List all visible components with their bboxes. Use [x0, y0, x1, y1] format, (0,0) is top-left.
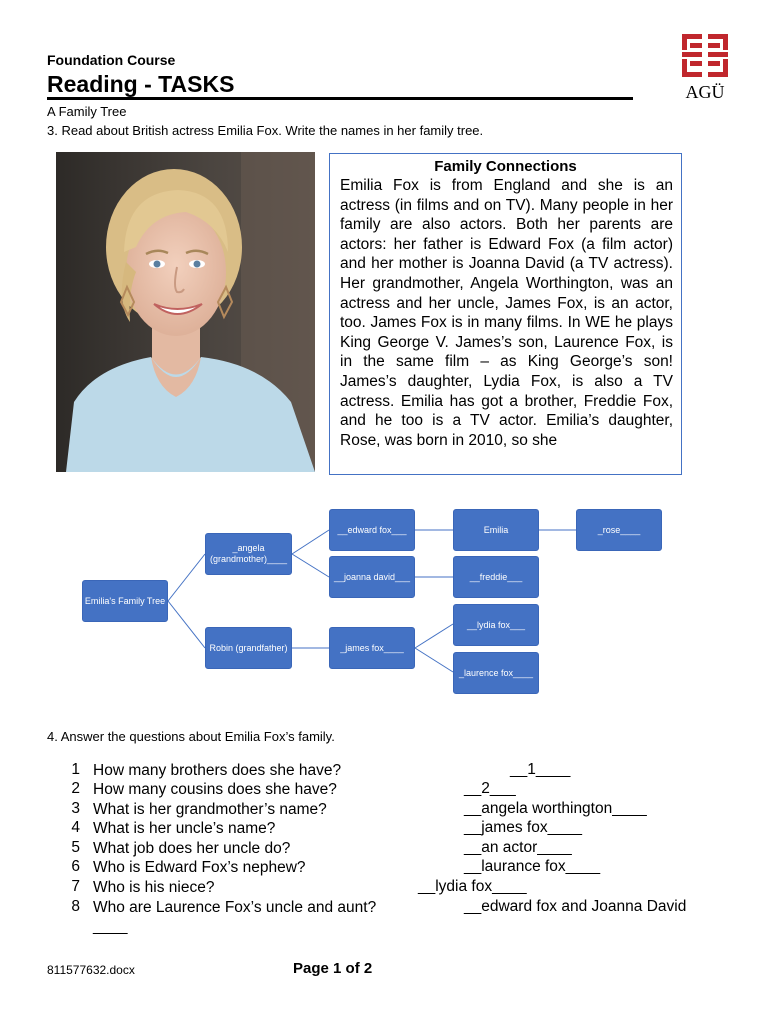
tree-node-james: _james fox____	[329, 627, 415, 669]
question-text: What is her uncle’s name?	[93, 820, 276, 837]
course-label: Foundation Course	[47, 52, 176, 68]
instruction-3: 3. Read about British actress Emilia Fox. Write the names in her family tree.	[47, 123, 484, 138]
logo-text: AGÜ	[685, 82, 725, 102]
question-text: How many brothers does she have?	[93, 762, 342, 779]
answer-text: __lydia fox____	[418, 878, 527, 895]
tree-node-joanna: __joanna david___	[329, 556, 415, 598]
answer-text: __angela worthington____	[464, 800, 647, 817]
question-text: What job does her uncle do?	[93, 840, 291, 857]
title-underline	[47, 97, 633, 100]
tree-node-laurence: _laurence fox____	[453, 652, 539, 694]
question-number: 1	[71, 761, 80, 778]
portrait-photo	[56, 152, 315, 472]
answer-text: __2___	[464, 780, 516, 797]
answer-text-continued: ____	[93, 918, 128, 935]
answer-text: __1____	[510, 761, 571, 778]
family-connections-box	[329, 153, 682, 475]
section-subtitle: A Family Tree	[47, 104, 127, 119]
question-text: Who is Edward Fox’s nephew?	[93, 859, 306, 876]
tree-node-root: Emilia's Family Tree	[82, 580, 168, 622]
answer-text: __james fox____	[464, 819, 583, 836]
tree-node-emilia: Emilia	[453, 509, 539, 551]
answer-text: __an actor____	[464, 839, 572, 856]
footer-filename: 811577632.docx	[47, 963, 135, 977]
tree-node-robin: Robin (grandfather)	[205, 627, 292, 669]
question-number: 4	[71, 819, 80, 836]
tree-node-freddie: __freddie___	[453, 556, 539, 598]
page-title: Reading - TASKS	[47, 71, 235, 97]
tree-node-lydia: __lydia fox___	[453, 604, 539, 646]
tree-node-angela: _angela (grandmother)____	[205, 533, 292, 575]
instruction-4: 4. Answer the questions about Emilia Fox’s family.	[47, 729, 335, 744]
question-number: 6	[71, 858, 80, 875]
agu-logo	[680, 32, 730, 102]
box-body-text: Emilia Fox is from England and she is an actress (in films and on TV). Many people in her family are also actors. Both her parents are actors: her father is Edward Fox (a film actor) and her mother is Joanna David (a TV actress). Her grandmother, Angela Worthington, was an actress and her uncle, James Fox, is an actor, too. James Fox is in many films. In WE he plays King George V. James’s son, Laurence Fox, is in the same film – as King George’s son! James’s daughter, Lydia Fox, is also a TV actress. Emilia has got a brother, Freddie Fox, and he too is a TV actor. Emilia’s daughter, Rose, was born in 2010, so she	[340, 177, 673, 449]
tree-node-rose: _rose____	[576, 509, 662, 551]
question-text: What is her grandmother’s name?	[93, 801, 327, 818]
answer-text: __laurance fox____	[464, 858, 601, 875]
question-number: 2	[71, 780, 80, 797]
agu-emblem-icon	[680, 32, 730, 80]
tree-node-edward: __edward fox___	[329, 509, 415, 551]
family-tree-diagram	[0, 500, 768, 700]
question-text: How many cousins does she have?	[93, 781, 337, 798]
question-text: Who is his niece?	[93, 879, 215, 896]
answer-text: __edward fox and Joanna David	[464, 898, 687, 915]
question-text: Who are Laurence Fox’s uncle and aunt?	[93, 899, 377, 916]
question-number: 5	[71, 839, 80, 856]
box-title: Family Connections	[434, 158, 577, 175]
question-number: 3	[71, 800, 80, 817]
footer-page-number: Page 1 of 2	[293, 960, 373, 977]
portrait-image	[56, 152, 315, 472]
question-number: 8	[71, 898, 80, 915]
question-number: 7	[71, 878, 80, 895]
